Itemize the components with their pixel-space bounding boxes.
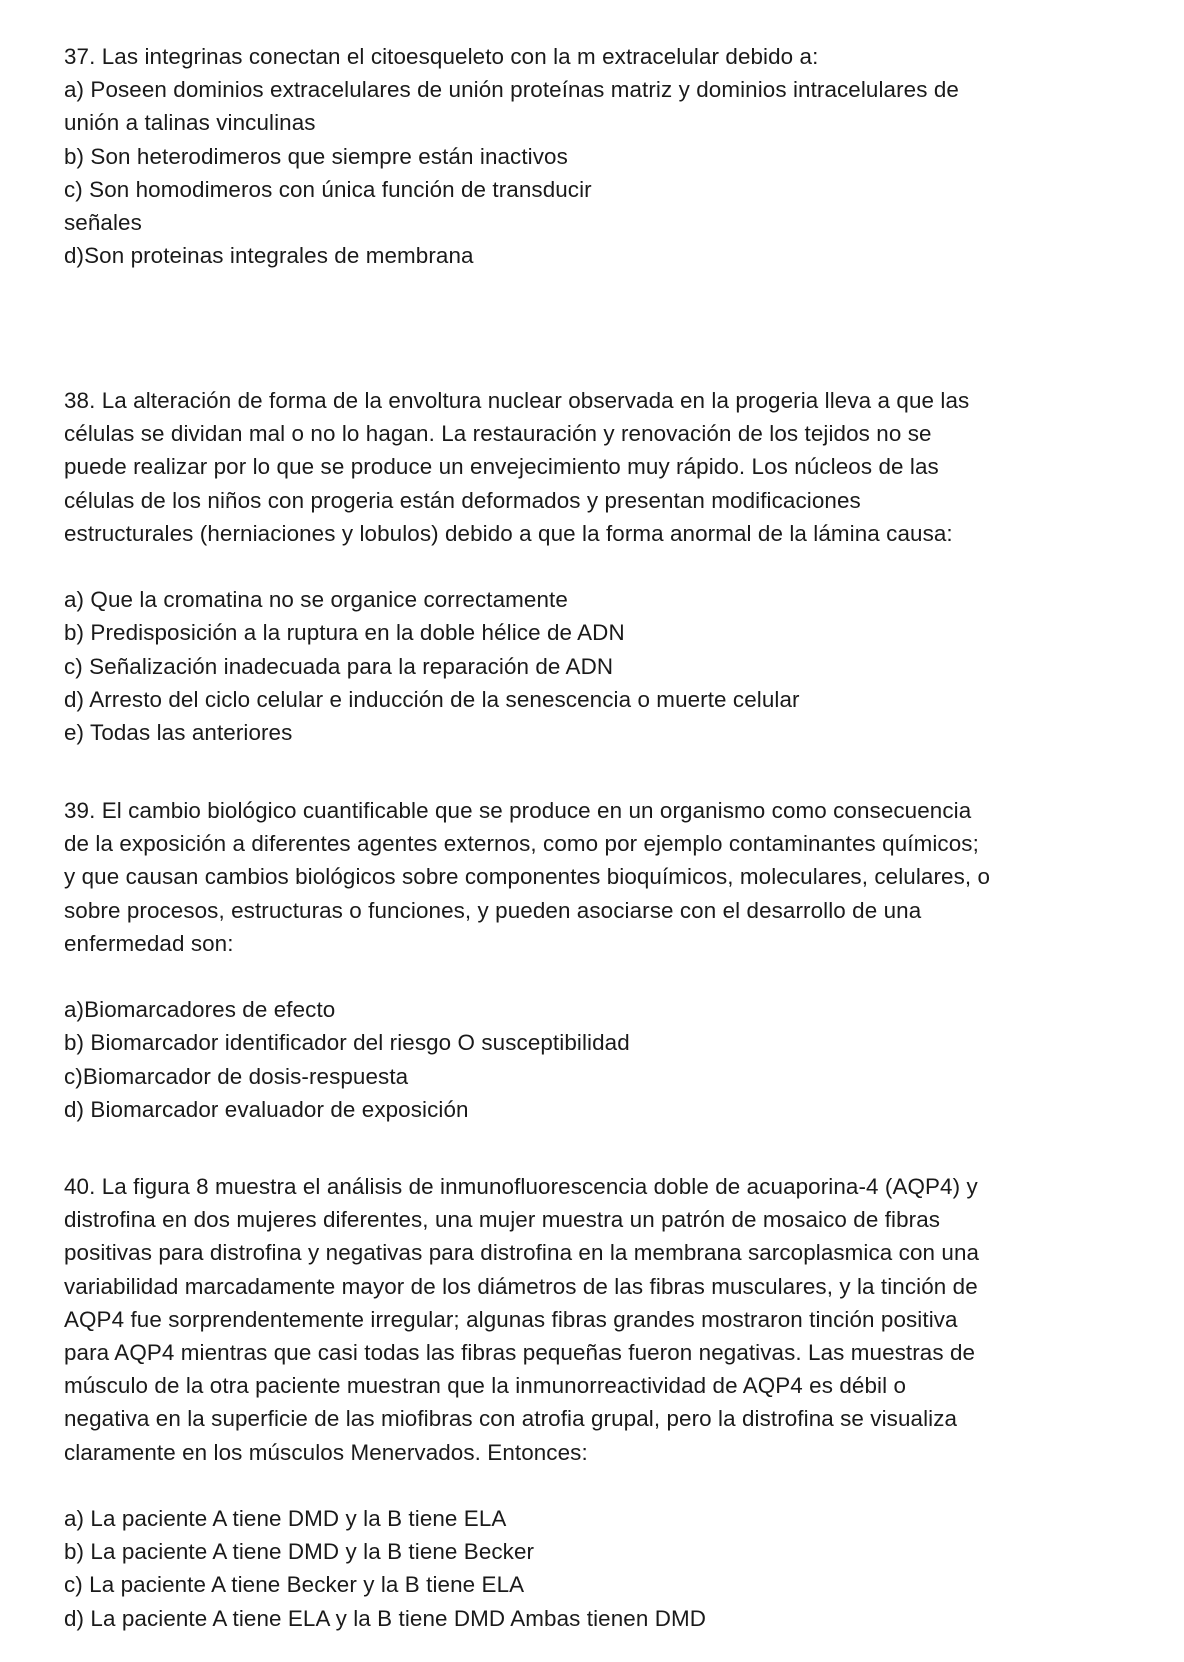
option-a: a) Poseen dominios extracelulares de unión proteínas matriz y dominios intracelulares de (64, 77, 959, 103)
stem-line: AQP4 fue sorprendentemente irregular; algunas fibras grandes mostraron tinción positiva (64, 1306, 958, 1332)
option-b: b) Son heterodimeros que siempre están inactivos (64, 143, 568, 169)
stem-line: para AQP4 mientras que casi todas las fibras pequeñas fueron negativas. Las muestras de (64, 1340, 976, 1366)
question-stem (64, 384, 1164, 550)
question-stem (64, 1170, 1164, 1469)
spacer (64, 550, 1164, 583)
stem-line: 40. La figura 8 muestra el análisis de inmunofluorescencia doble de acuaporina-4 (AQP4) y (64, 1174, 978, 1199)
option-c: c)Biomarcador de dosis-respuesta (64, 1063, 409, 1089)
option-b: b) Biomarcador identificador del riesgo O susceptibilidad (64, 1030, 630, 1056)
question-40 (64, 1170, 1164, 1635)
option-b: b) Predisposición a la ruptura en la doble hélice de ADN (64, 620, 625, 646)
stem-line: y que causan cambios biológicos sobre componentes bioquímicos, moleculares, celulares, o (64, 864, 991, 890)
option-c: c) La paciente A tiene Becker y la B tiene ELA (64, 1572, 525, 1598)
stem-line: distrofina en dos mujeres diferentes, una mujer muestra un patrón de mosaico de fibras (64, 1207, 941, 1233)
stem-line: 38. La alteración de forma de la envoltura nuclear observada en la progeria lleva a que las (64, 388, 970, 413)
answer-options (64, 583, 1164, 749)
option-a: a) Que la cromatina no se organice correctamente (64, 587, 568, 613)
stem-line: 37. Las integrinas conectan el citoesqueleto con la m extracelular debido a: (64, 44, 819, 69)
option-a: a) La paciente A tiene DMD y la B tiene ELA (64, 1506, 507, 1532)
option-a: a)Biomarcadores de efecto (64, 997, 336, 1023)
stem-line: negativa en la superficie de las miofibras con atrofia grupal, pero la distrofina se visualiza (64, 1406, 958, 1432)
stem-line: músculo de la otra paciente muestran que la inmunorreactividad de AQP4 es débil o (64, 1373, 907, 1399)
spacer (64, 1469, 1164, 1502)
option-c: c) Son homodimeros con única función de transducir (64, 176, 592, 202)
question-stem (64, 40, 1164, 73)
stem-line: variabilidad marcadamente mayor de los diámetros de las fibras musculares, y la tinción de (64, 1273, 978, 1299)
option-e: e) Todas las anteriores (64, 720, 293, 746)
stem-line: 39. El cambio biológico cuantificable que se produce en un organismo como consecuencia (64, 798, 972, 823)
option-a-continued: unión a talinas vinculinas (64, 110, 316, 136)
question-38 (64, 384, 1164, 749)
stem-line: estructurales (herniaciones y lobulos) debido a que la forma anormal de la lámina causa: (64, 520, 953, 546)
option-d: d)Son proteinas integrales de membrana (64, 243, 474, 269)
question-37 (64, 40, 1164, 272)
stem-line: células de los niños con progeria están deformados y presentan modificaciones (64, 487, 861, 513)
option-b: b) La paciente A tiene DMD y la B tiene Becker (64, 1539, 535, 1565)
answer-options (64, 73, 1164, 272)
question-stem (64, 794, 1164, 960)
stem-line: sobre procesos, estructuras o funciones, y pueden asociarse con el desarrollo de una (64, 897, 922, 923)
option-d: d) Arresto del ciclo celular e inducción de la senescencia o muerte celular (64, 686, 800, 712)
spacer (64, 960, 1164, 993)
stem-line: puede realizar por lo que se produce un envejecimiento muy rápido. Los núcleos de las (64, 454, 939, 480)
option-d: d) Biomarcador evaluador de exposición (64, 1096, 469, 1122)
answer-options (64, 1502, 1164, 1635)
option-c-continued: señales (64, 210, 142, 236)
answer-options (64, 993, 1164, 1126)
option-c: c) Señalización inadecuada para la reparación de ADN (64, 653, 614, 679)
question-39 (64, 794, 1164, 1126)
stem-line: enfermedad son: (64, 930, 234, 956)
option-d: d) La paciente A tiene ELA y la B tiene DMD Ambas tienen DMD (64, 1605, 706, 1631)
stem-line: positivas para distrofina y negativas para distrofina en la membrana sarcoplasmica con una (64, 1240, 980, 1266)
stem-line: células se dividan mal o no lo hagan. La restauración y renovación de los tejidos no se (64, 421, 932, 447)
stem-line: de la exposición a diferentes agentes externos, como por ejemplo contaminantes químicos; (64, 831, 979, 857)
stem-line: claramente en los músculos Menervados. Entonces: (64, 1439, 588, 1465)
